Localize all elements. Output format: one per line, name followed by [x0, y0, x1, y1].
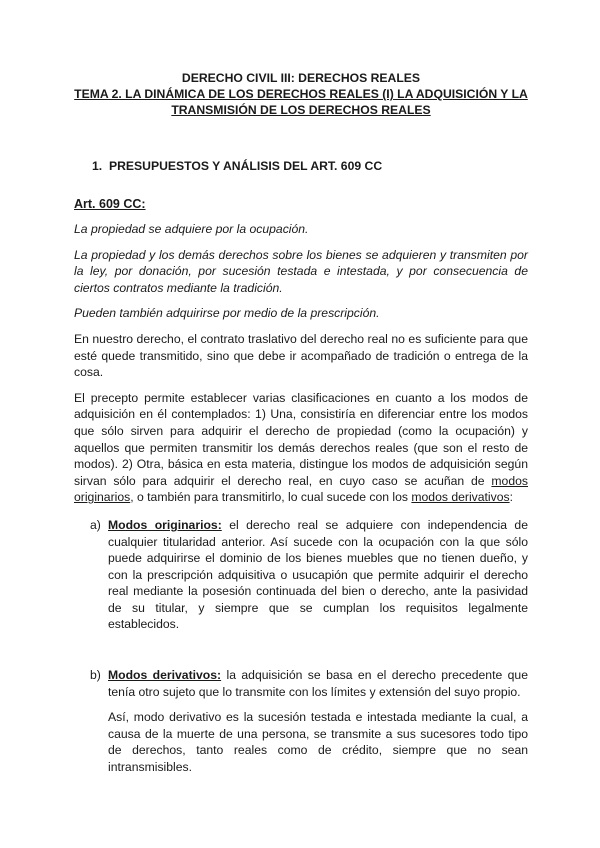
section-title: PRESUPUESTOS Y ANÁLISIS DEL ART. 609 CC — [108, 159, 383, 173]
section-heading — [92, 158, 528, 174]
list-item-b-term: Modos derivativos: — [108, 668, 222, 683]
body-paragraph-2-end: : — [509, 490, 513, 505]
article-paragraph-2: La propiedad y los demás derechos sobre los bienes se adquieren y transmiten por la ley, por donación, por sucesión testada e intestada, y por consecuencia de ciertos contratos mediante la tradición. — [74, 247, 528, 295]
list-item-a-term: Modos originarios: — [108, 517, 222, 532]
article-heading: Art. 609 CC: — [74, 197, 146, 211]
modos-derivativos-term: modos derivativos — [411, 490, 510, 505]
list-item-b — [74, 667, 528, 776]
list-item-a-body: el derecho real se adquiere con independencia de cualquier titularidad anterior. Así sucede con la ocupación con la que sólo puede adquirirse el dominio de los bienes muebles que no tienen dueño, y con la prescripción adquisitiva o usucapión que permite adquirir el derecho real mediante la posesión continuada del bien o derecho, ante la pasividad de su titular, y siempre que se cumplan los requisitos legalmente establecidos. — [108, 517, 528, 632]
body-paragraph-2-start: El precepto permite establecer varias clasificaciones en cuanto a los modos de adquisición en él contemplados: 1) Una, consistiría en diferenciar entre los modos que sólo sirven para adquirir el derecho de propiedad (como la ocupación) y aquellos que permiten transmitir los demás derechos reales (que son el resto de modos). 2) Otra, básica en esta materia, distingue los modos de adquisición según sirvan sólo para adquirir el derecho real, en cuyo caso se acuñan de — [74, 390, 528, 488]
body-paragraph-1: En nuestro derecho, el contrato traslativo del derecho real no es suficiente para que esté quede transmitido, sino que debe ir acompañado de tradición o entrega de la cosa. — [74, 331, 528, 380]
article-paragraph-3: Pueden también adquirirse por medio de la prescripción. — [74, 306, 380, 321]
list-item-b-text — [108, 667, 528, 700]
list-marker-b: b) — [90, 668, 101, 683]
article-paragraph-1: La propiedad se adquiere por la ocupación. — [74, 222, 309, 236]
document-page — [74, 70, 528, 776]
list-item-a-text — [108, 517, 528, 633]
list-item-b-paragraph-2: Así, modo derivativo es la sucesión testada e intestada mediante la cual, a causa de la muerte de una persona, se transmite a sus sucesores todo tipo de derechos, tanto reales como de crédito, siempre que no sean intransmisibles. — [108, 710, 528, 775]
body-paragraph-2-mid: , o también para transmitirlo, lo cual sucede con los — [130, 490, 412, 505]
list-marker-a: a) — [90, 517, 101, 532]
list-item-b-body: la adquisición se basa en el derecho precedente que tenía otro sujeto que lo transmite con los límites y extensión del suyo propio. — [108, 668, 528, 699]
topic-title-line1: TEMA 2. LA DINÁMICA DE LOS DERECHOS REALES (I) LA ADQUISICIÓN Y LA — [74, 87, 528, 101]
modos-originarios-term: modos originarios — [74, 473, 528, 505]
list-item-a — [74, 517, 528, 633]
course-title: DERECHO CIVIL III: DERECHOS REALES — [181, 71, 421, 85]
section-number: 1. — [92, 159, 103, 173]
body-paragraph-2 — [74, 390, 528, 506]
topic-title-line2: TRANSMISIÓN DE LOS DERECHOS REALES — [171, 103, 431, 117]
